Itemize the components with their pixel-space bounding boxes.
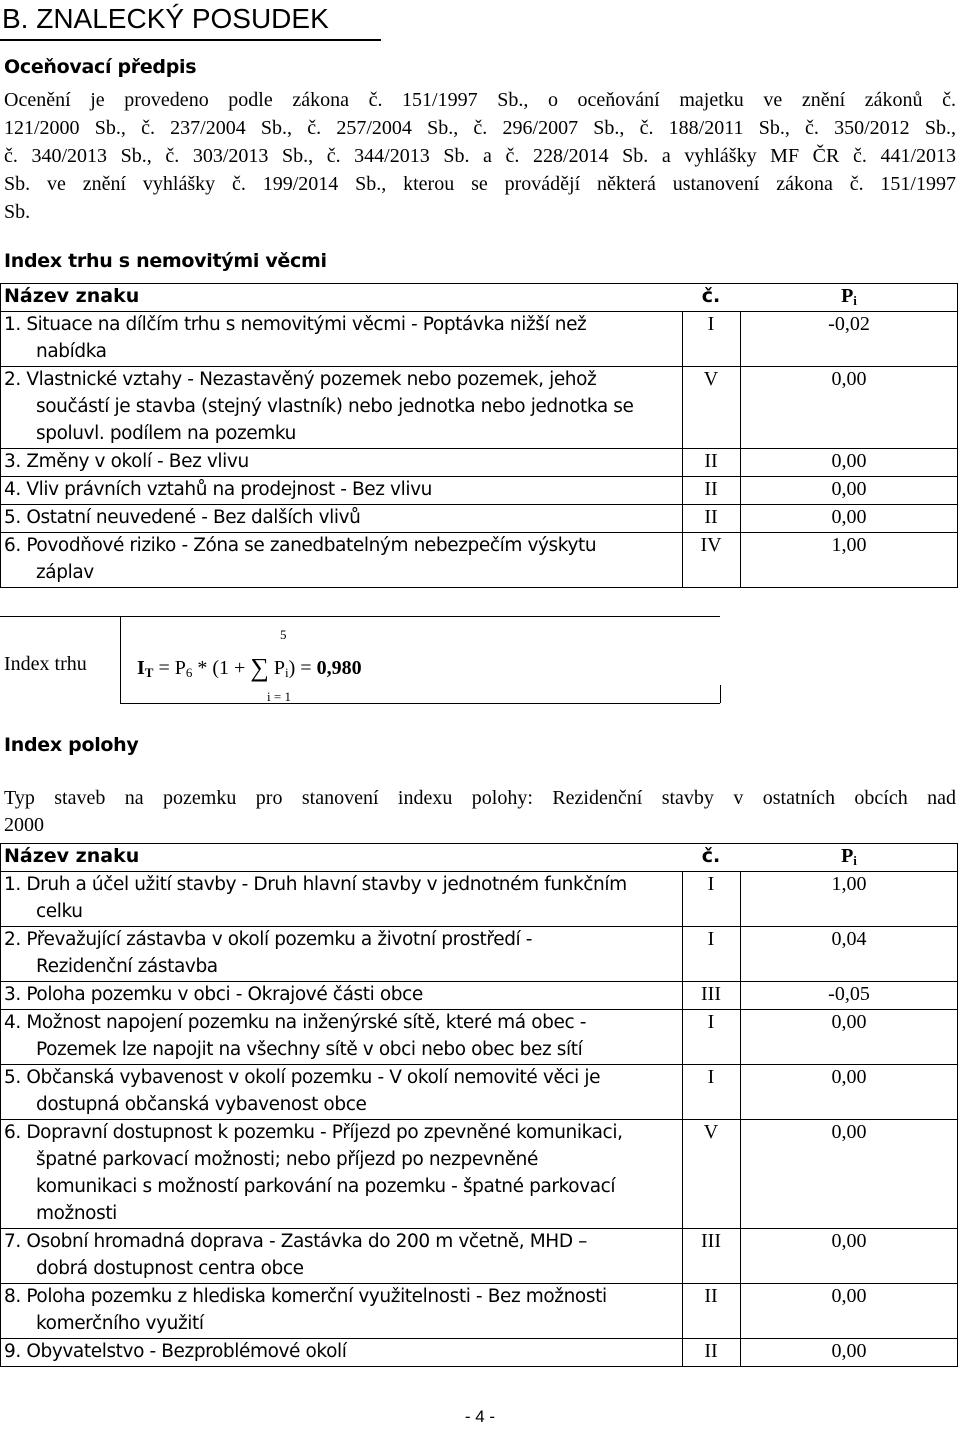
table-top-border: [0, 283, 958, 284]
row-description: 4. Vliv právních vztahů na prodejnost - Bez vlivu: [4, 479, 432, 500]
sigma-symbol: ∑: [250, 653, 269, 682]
row-description: nabídka: [36, 341, 107, 362]
row-description: 9. Obyvatelstvo - Bezproblémové okolí: [4, 1341, 347, 1362]
formula-bottom-border: [120, 703, 720, 704]
intro-line: Ocenění je provedeno podle zákona č. 151/1997 Sb., o oceňování majetku ve znění zákonů č.: [4, 89, 956, 111]
row-description: Rezidenční zástavba: [36, 956, 218, 977]
row-value: 0,00: [831, 506, 867, 528]
row-number: III: [701, 983, 721, 1005]
row-number: I: [707, 873, 715, 895]
row-value: 0,00: [831, 1066, 867, 1088]
row-description: komerčního využití: [36, 1313, 204, 1334]
table-left-border: [0, 843, 1, 1366]
formula-i: I: [137, 657, 145, 679]
col-header-no: č.: [701, 845, 721, 867]
formula-right-border: [720, 685, 721, 703]
title-underline: [0, 39, 381, 41]
col-header-p: [740, 845, 958, 869]
formula-i-sub: T: [144, 665, 154, 680]
formula-top-border: [0, 616, 720, 617]
row-value: 0,00: [831, 1230, 867, 1252]
row-number: I: [707, 1066, 715, 1088]
col-divider-2: [740, 871, 741, 1366]
type-line: Typ staveb na pozemku pro stanovení indexu polohy: Rezidenční stavby v ostatních obcích nad: [4, 787, 956, 809]
type-line: 2000: [4, 814, 44, 836]
formula-p-sub: 6: [185, 665, 193, 680]
row-description: dostupná občanská vybavenost obce: [36, 1094, 367, 1115]
row-description: dobrá dostupnost centra obce: [36, 1258, 304, 1279]
heading-index-polohy: Index polohy: [4, 734, 139, 756]
col-header-p-main: P: [841, 845, 854, 867]
intro-line: č. 340/2013 Sb., č. 303/2013 Sb., č. 344/2013 Sb. a č. 228/2014 Sb. a vyhlášky MF ČR č. 441/2013: [4, 145, 956, 167]
col-divider-1: [682, 871, 683, 1366]
row-description: komunikaci s možností parkování na pozemku - špatné parkovací: [36, 1176, 616, 1197]
formula-separator: [120, 616, 121, 703]
row-value: 1,00: [831, 534, 867, 556]
row-value: 0,00: [831, 368, 867, 390]
row-value: 0,00: [831, 1121, 867, 1143]
formula-eq1: = P: [153, 657, 186, 679]
col-header-name: Název znaku: [4, 285, 140, 307]
row-number: III: [701, 1230, 721, 1252]
table-top-border: [0, 843, 958, 844]
row-description: 6. Povodňové riziko - Zóna se zanedbatelným nebezpečím výskytu: [4, 535, 597, 556]
row-number: II: [704, 450, 718, 472]
row-description: Pozemek lze napojit na všechny sítě v obci nebo obec bez sítí: [36, 1039, 583, 1060]
heading-index-trhu: Index trhu s nemovitými věcmi: [4, 250, 327, 272]
col-header-p-main: P: [841, 285, 854, 307]
formula-expression: [137, 653, 362, 683]
table-right-border: [957, 283, 958, 587]
row-value: 0,00: [831, 1011, 867, 1033]
row-description: 4. Možnost napojení pozemku na inženýrské sítě, které má obec -: [4, 1012, 586, 1033]
col-divider-2: [740, 311, 741, 587]
col-header-p: [740, 285, 958, 309]
heading-ocenovaci-predpis: Oceňovací předpis: [4, 56, 197, 78]
row-number: I: [707, 313, 715, 335]
row-value: 0,00: [831, 1340, 867, 1362]
row-description: 5. Ostatní neuvedené - Bez dalších vlivů: [4, 507, 361, 528]
col-header-no: č.: [701, 285, 721, 307]
row-description: součástí je stavba (stejný vlastník) nebo jednotka nebo jednotka se: [36, 396, 634, 417]
row-description: 3. Poloha pozemku v obci - Okrajové části obce: [4, 984, 423, 1005]
row-description: celku: [36, 901, 83, 922]
sum-upper-limit: 5: [280, 627, 287, 642]
row-description: 7. Osobní hromadná doprava - Zastávka do 200 m včetně, MHD –: [4, 1231, 587, 1252]
row-description: 2. Převažující zástavba v okolí pozemku a životní prostředí -: [4, 929, 533, 950]
row-number: II: [704, 478, 718, 500]
section-title: B. ZNALECKÝ POSUDEK: [2, 3, 329, 34]
row-value: 0,00: [831, 450, 867, 472]
row-description: 5. Občanská vybavenost v okolí pozemku - V okolí nemovité věci je: [4, 1067, 601, 1088]
formula-label: Index trhu: [4, 653, 87, 675]
col-header-p-sub: i: [853, 293, 857, 308]
sum-lower-limit: i = 1: [267, 689, 291, 704]
row-number: I: [707, 928, 715, 950]
formula-pi-sub: i: [285, 665, 289, 680]
intro-line: 121/2000 Sb., č. 237/2004 Sb., č. 257/2004 Sb., č. 296/2007 Sb., č. 188/2011 Sb., č. 350/2012 Sb.,: [4, 117, 956, 139]
row-border: [0, 587, 958, 588]
row-description: 6. Dopravní dostupnost k pozemku - Příjezd po zpevněné komunikaci,: [4, 1122, 623, 1143]
col-header-p-sub: i: [853, 853, 857, 868]
row-number: II: [704, 1285, 718, 1307]
row-number: I: [707, 1011, 715, 1033]
intro-line: Sb.: [4, 201, 31, 223]
formula-eq4: ) =: [288, 657, 317, 679]
row-number: II: [704, 1340, 718, 1362]
row-number: II: [704, 506, 718, 528]
row-description: 1. Situace na dílčím trhu s nemovitými věcmi - Poptávka nižší než: [4, 314, 587, 335]
row-number: IV: [700, 534, 722, 556]
page-number: - 4 -: [464, 1407, 496, 1426]
row-border: [0, 1366, 958, 1367]
formula-eq3: P: [268, 657, 285, 679]
col-divider-1: [682, 311, 683, 587]
row-description: spoluvl. podílem na pozemku: [36, 423, 296, 444]
row-description: 8. Poloha pozemku z hlediska komerční využitelnosti - Bez možnosti: [4, 1286, 607, 1307]
row-value: -0,02: [828, 313, 870, 335]
row-description: záplav: [36, 562, 94, 583]
row-description: 2. Vlastnické vztahy - Nezastavěný pozemek nebo pozemek, jehož: [4, 369, 597, 390]
row-number: V: [703, 1121, 719, 1143]
row-value: 1,00: [831, 873, 867, 895]
row-value: 0,00: [831, 478, 867, 500]
table-right-border: [957, 843, 958, 1366]
table-left-border: [0, 283, 1, 587]
formula-eq2: * (1 +: [192, 657, 251, 679]
row-value: 0,00: [831, 1285, 867, 1307]
formula-result: 0,980: [316, 657, 362, 679]
row-number: V: [703, 368, 719, 390]
row-value: -0,05: [828, 983, 870, 1005]
row-description: 1. Druh a účel užití stavby - Druh hlavní stavby v jednotném funkčním: [4, 874, 627, 895]
row-description: špatné parkovací možnosti; nebo příjezd po nezpevněné: [36, 1149, 538, 1170]
col-header-name: Název znaku: [4, 845, 140, 867]
row-value: 0,04: [831, 928, 867, 950]
row-description: 3. Změny v okolí - Bez vlivu: [4, 451, 249, 472]
row-description: možnosti: [36, 1203, 117, 1224]
intro-line: Sb. ve znění vyhlášky č. 199/2014 Sb., kterou se provádějí některá ustanovení zákona č. 151/1997: [4, 173, 956, 195]
